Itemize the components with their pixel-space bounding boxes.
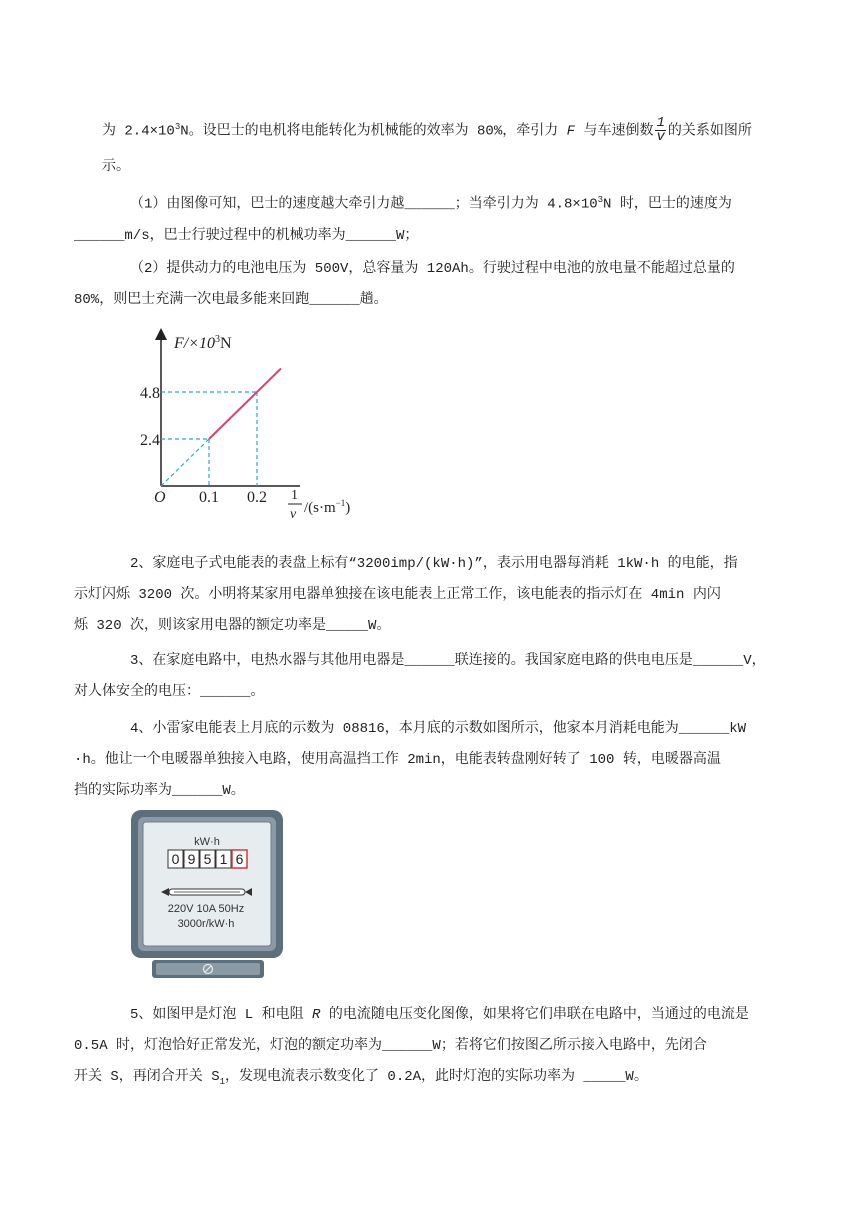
inverse-v-fraction: $\frac{1}{v}$	[656, 115, 665, 146]
meter-unit-label: kW·h	[194, 836, 220, 848]
y-tick-label: 2.4	[140, 432, 160, 449]
x-axis-unit-label	[288, 488, 350, 522]
question-2: 2、家庭电子式电能表的表盘上标有“3200imp/(kW·h)”，表示用电器每消耗 1kW·h 的电能，指 示灯闪烁 3200 次。小明将某家用电器单独接在该电能表上正常工作，该电能表的指示灯在 4min 内闪 烁 320 次，则该家用电器的额定功率是_____W。	[74, 556, 738, 634]
meter-digit: 0	[171, 851, 180, 867]
x-frac-num: 1	[291, 488, 298, 503]
y-tick-label: 4.8	[140, 385, 160, 402]
meter-digit: 6	[235, 851, 244, 867]
electric-meter-figure	[128, 808, 288, 980]
dashed-series-line	[161, 439, 209, 486]
meter-spec-constant: 3000r/kW·h	[177, 918, 235, 930]
question-4: 4、小雷家电能表上月底的示数为 08816，本月底的示数如图所示，他家本月消耗电能为______kW ·h。他让一个电暖器单独接入电路，使用高温挡工作 2min，电能表转盘刚好转了 100 转，电暖器高温 挡的实际功率为______W。	[74, 721, 747, 799]
question-3: 3、在家庭电路中，电热水器与其他用电器是______联连接的。我国家庭电路的供电电压是______V， 对人体安全的电压：______。	[74, 653, 766, 700]
question-1-sub1: （1）由图像可知，巴士的速度越大牵引力越______；当牵引力为 $4.8\times 10^3N$ 时，巴士的速度为 ______m/s，巴士行驶过程中的机械功率为______W；	[74, 195, 732, 244]
x-tick-label: 0.2	[247, 489, 267, 506]
meter-digit: 9	[187, 851, 196, 867]
force-vs-inverse-speed-graph	[140, 326, 380, 530]
series-line	[209, 369, 281, 440]
meter-digit: 1	[219, 851, 228, 867]
intro-paragraph	[102, 112, 774, 183]
intro-line-1: 为 $2.4\times 10^3N$。设巴士的电机将电能转化为机械能的效率为 80%，牵引力 F 与车速倒数 $\frac{1}{v}$ 的关系如图所	[102, 115, 752, 146]
origin-label: O	[154, 489, 166, 506]
meter-spec-rating: 220V 10A 50Hz	[167, 903, 245, 915]
x-tick-label: 0.1	[199, 489, 219, 506]
meter-digit-window	[168, 850, 247, 868]
meter-rotor-symbol	[161, 888, 252, 896]
meter-digit: 5	[203, 851, 212, 867]
x-frac-den: v	[290, 507, 297, 522]
intro-line-2: 示。	[102, 158, 130, 175]
y-axis-label: $F/\times 10^3N$	[174, 334, 232, 352]
question-5: 5、如图甲是灯泡 L 和电阻 R 的电流随电压变化图像，如果将它们串联在电路中，当通过的电流是 0.5A 时，灯泡恰好正常发光，灯泡的额定功率为______W；若将它们按图乙所示接入电路中，先闭合 开关 S，再闭合开关 $S_1$，发现电流表示数变化了 0.2A，此时灯泡的实际功率为 _____W。	[74, 1007, 749, 1087]
x-unit: $/(s\cdot m^{-1})$	[304, 498, 351, 516]
question-1-sub2: （2）提供动力的电池电压为 500V，总容量为 120Ah。行驶过程中电池的放电量不能超过总量的 80%，则巴士充满一次电最多能来回跑______趟。	[74, 261, 735, 308]
